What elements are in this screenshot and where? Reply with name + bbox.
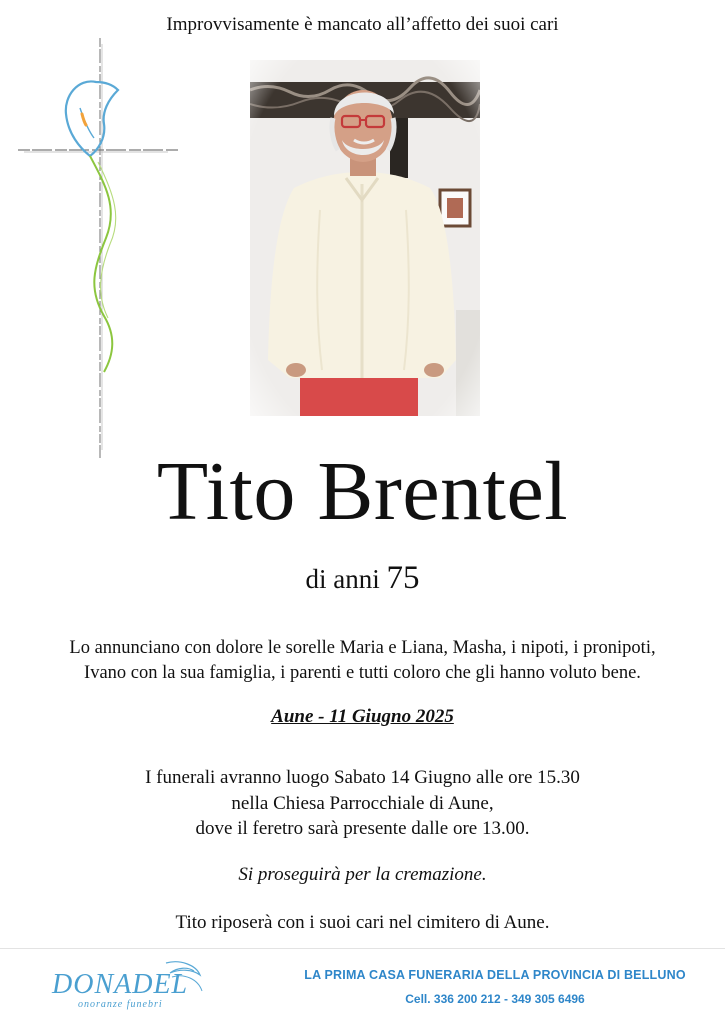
funeral-details	[0, 765, 725, 842]
place-date: Aune - 11 Giugno 2025	[271, 706, 454, 727]
logo-text: DONADEL	[52, 969, 189, 1000]
funeral-line: nella Chiesa Parrocchiale di Aune,	[231, 792, 494, 814]
announcement-line: Ivano con la sua famiglia, i parenti e tutti coloro che gli hanno voluto bene.	[84, 662, 641, 683]
cross-with-calla-lily-icon	[18, 38, 188, 458]
logo-subtext: onoranze funebri	[78, 999, 163, 1010]
contact-phone: Cell. 336 200 212 - 349 305 6496	[405, 992, 585, 1006]
announcement-line: Lo annunciano con dolore le sorelle Maria e Liana, Masha, i nipoti, i pronipoti,	[69, 638, 656, 658]
funeral-line: dove il feretro sarà presente dalle ore 13.00.	[195, 818, 530, 840]
donadel-logo	[48, 957, 218, 1015]
announcement-text	[0, 636, 725, 685]
resting-place-note: Tito riposerà con i suoi cari nel cimitero di Aune.	[175, 912, 550, 933]
funeral-line: I funerali avranno luogo Sabato 14 Giugno alle ore 15.30	[145, 767, 580, 788]
funeral-home-tagline: LA PRIMA CASA FUNERARIA DELLA PROVINCIA DI BELLUNO	[304, 968, 686, 982]
age-line	[0, 560, 725, 597]
portrait-photo	[250, 60, 480, 416]
age-prefix: di anni	[305, 564, 380, 594]
cremation-note: Si proseguirà per la cremazione.	[238, 864, 487, 885]
footer-divider	[0, 948, 725, 949]
intro-text: Improvvisamente è mancato all’affetto dei suoi cari	[166, 14, 559, 35]
age-value: 75	[386, 560, 420, 596]
deceased-name: Tito Brentel	[156, 445, 569, 538]
